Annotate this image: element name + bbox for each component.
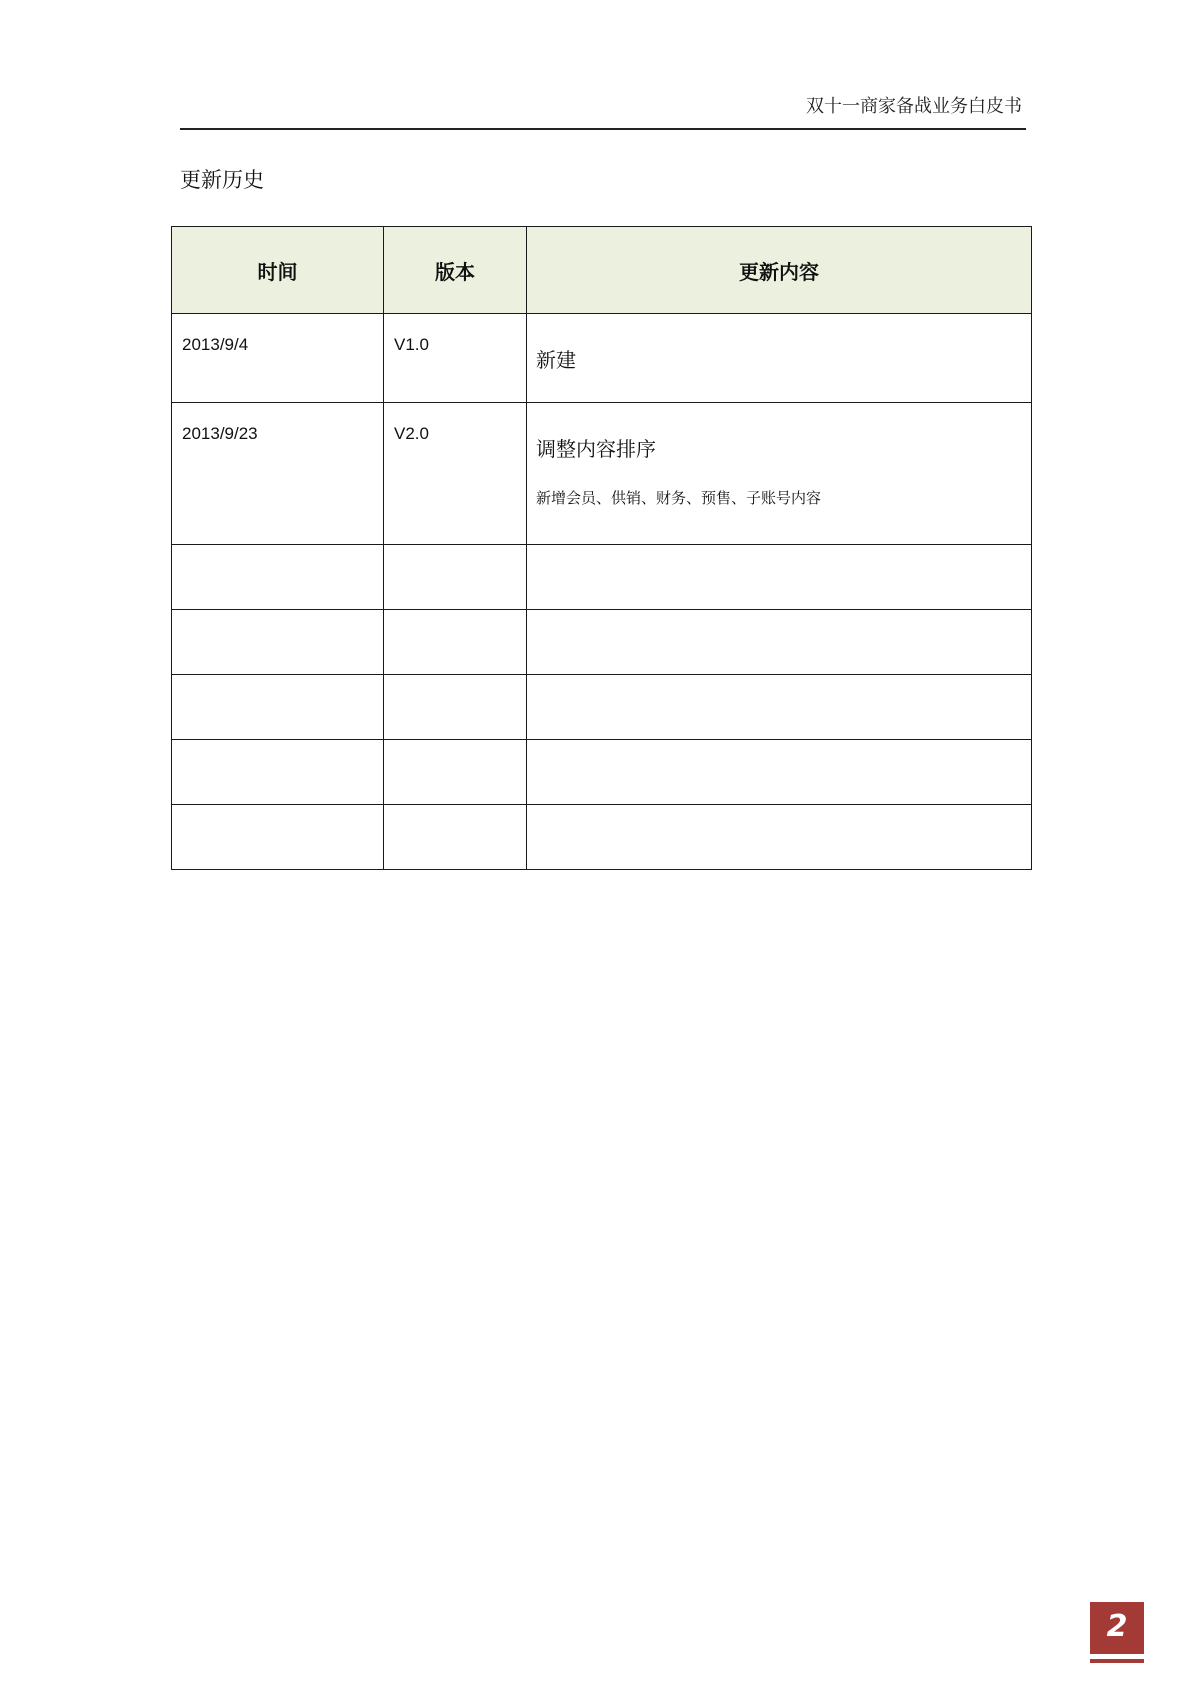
- content-cell: [527, 805, 1032, 870]
- time-cell: [172, 610, 384, 675]
- version-cell: [384, 403, 527, 545]
- content-main-text: 新建: [536, 348, 576, 372]
- content-main-text: 调整内容排序: [536, 437, 656, 461]
- table-row-empty: [172, 545, 1032, 610]
- table-row-empty: [172, 740, 1032, 805]
- document-title: 双十一商家备战业务白皮书: [806, 96, 1022, 117]
- header-version: 版本: [384, 227, 527, 314]
- header-content: 更新内容: [527, 227, 1032, 314]
- version-value: V1.0: [394, 335, 429, 354]
- version-cell: [384, 545, 527, 610]
- page-number-badge: 2: [1090, 1602, 1144, 1654]
- version-cell: [384, 610, 527, 675]
- section-title: 更新历史: [180, 168, 264, 192]
- time-cell: [172, 740, 384, 805]
- table-row: [172, 314, 1032, 403]
- content-cell: [527, 314, 1032, 403]
- content-cell: [527, 675, 1032, 740]
- time-cell: [172, 403, 384, 545]
- content-sub-text: 新增会员、供销、财务、预售、子账号内容: [536, 489, 822, 507]
- content-cell: [527, 740, 1032, 805]
- time-cell: [172, 545, 384, 610]
- content-cell: [527, 403, 1032, 545]
- content-cell: [527, 545, 1032, 610]
- page-header: [180, 86, 1026, 130]
- time-cell: [172, 314, 384, 403]
- header-time: 时间: [172, 227, 384, 314]
- table-row: [172, 403, 1032, 545]
- time-value: 2013/9/23: [182, 424, 258, 443]
- table-row-empty: [172, 805, 1032, 870]
- version-cell: [384, 805, 527, 870]
- time-value: 2013/9/4: [182, 335, 249, 354]
- page-number-underline: [1090, 1659, 1144, 1663]
- table-row-empty: [172, 610, 1032, 675]
- content-cell: [527, 610, 1032, 675]
- version-cell: [384, 740, 527, 805]
- time-cell: [172, 675, 384, 740]
- time-cell: [172, 805, 384, 870]
- version-cell: [384, 675, 527, 740]
- update-history-table: [171, 226, 1032, 870]
- table-header-row: [172, 227, 1032, 314]
- version-value: V2.0: [394, 424, 429, 443]
- table-row-empty: [172, 675, 1032, 740]
- version-cell: [384, 314, 527, 403]
